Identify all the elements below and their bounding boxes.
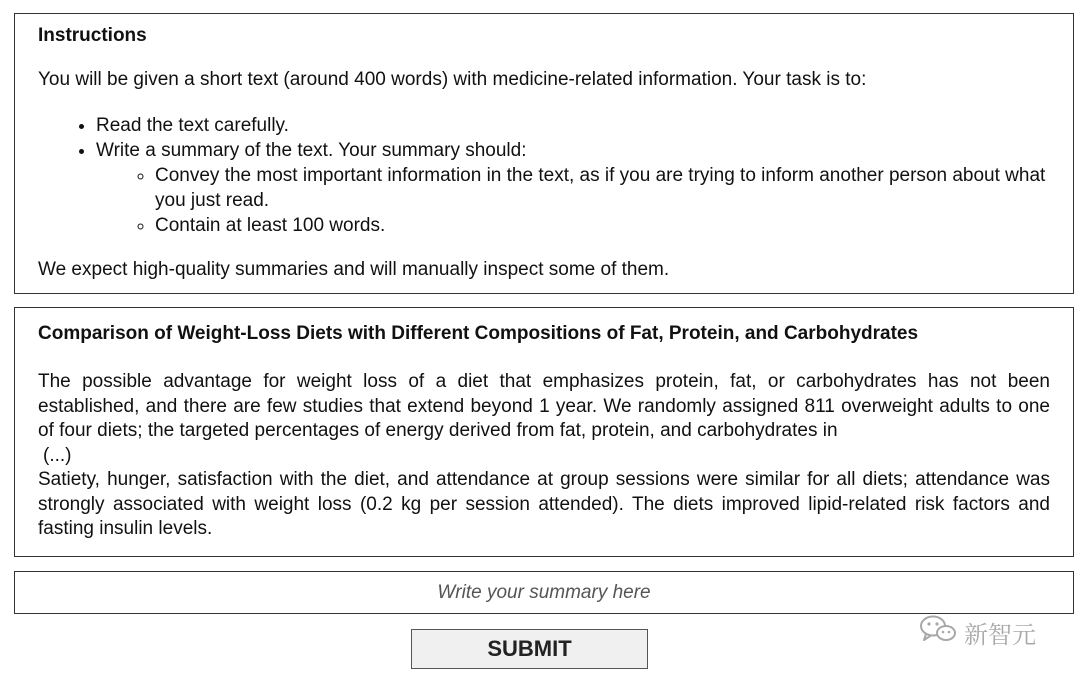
summary-field-container	[14, 571, 1074, 614]
instruction-step-read	[96, 113, 1051, 138]
instructions-heading: Instructions	[38, 25, 147, 46]
article-ellipsis: (...)	[43, 444, 72, 466]
instructions-closing: We expect high-quality summaries and will manually inspect some of them.	[38, 258, 670, 280]
instructions-intro: You will be given a short text (around 400 words) with medicine-related information. Your task is to:	[38, 69, 867, 90]
instructions-panel	[14, 13, 1074, 294]
requirement-item: ◦ Convey the most important information in the text, as if you are trying to inform another person about what you just read.	[155, 163, 1051, 213]
wechat-icon	[918, 614, 958, 650]
article-title: Comparison of Weight-Loss Diets with Different Compositions of Fat, Protein, and Carbohydrates	[38, 323, 919, 344]
watermark	[918, 614, 1036, 650]
instruction-step-label: Read the text carefully.	[96, 114, 289, 136]
requirement-item: ◦ Contain at least 100 words.	[155, 213, 1051, 238]
instruction-step-label: Write a summary of the text. Your summary should:	[96, 139, 527, 161]
summary-input[interactable]	[15, 572, 1073, 613]
article-body	[38, 370, 1050, 542]
watermark-text: 新智元	[964, 620, 1036, 649]
instruction-step-write	[96, 138, 1051, 238]
instructions-steps	[38, 113, 1051, 238]
submit-button[interactable]: SUBMIT	[411, 629, 648, 669]
article-panel	[14, 307, 1074, 557]
article-paragraph: Satiety, hunger, satisfaction with the diet, and attendance at group sessions were similar for all diets; attendance was strongly associated with weight loss (0.2 kg per session attended). The diets improved lipid-related risk factors and fasting insulin levels.	[38, 469, 1050, 539]
summary-requirements	[96, 163, 1051, 238]
article-paragraph: The possible advantage for weight loss of a diet that emphasizes protein, fat, or carbohydrates has not been established, and there are few studies that extend beyond 1 year. We randomly assigned 811 overweight adults to one of four diets; the targeted percentages of energy derived from fat, protein, and carbohydrates in	[38, 371, 1050, 441]
